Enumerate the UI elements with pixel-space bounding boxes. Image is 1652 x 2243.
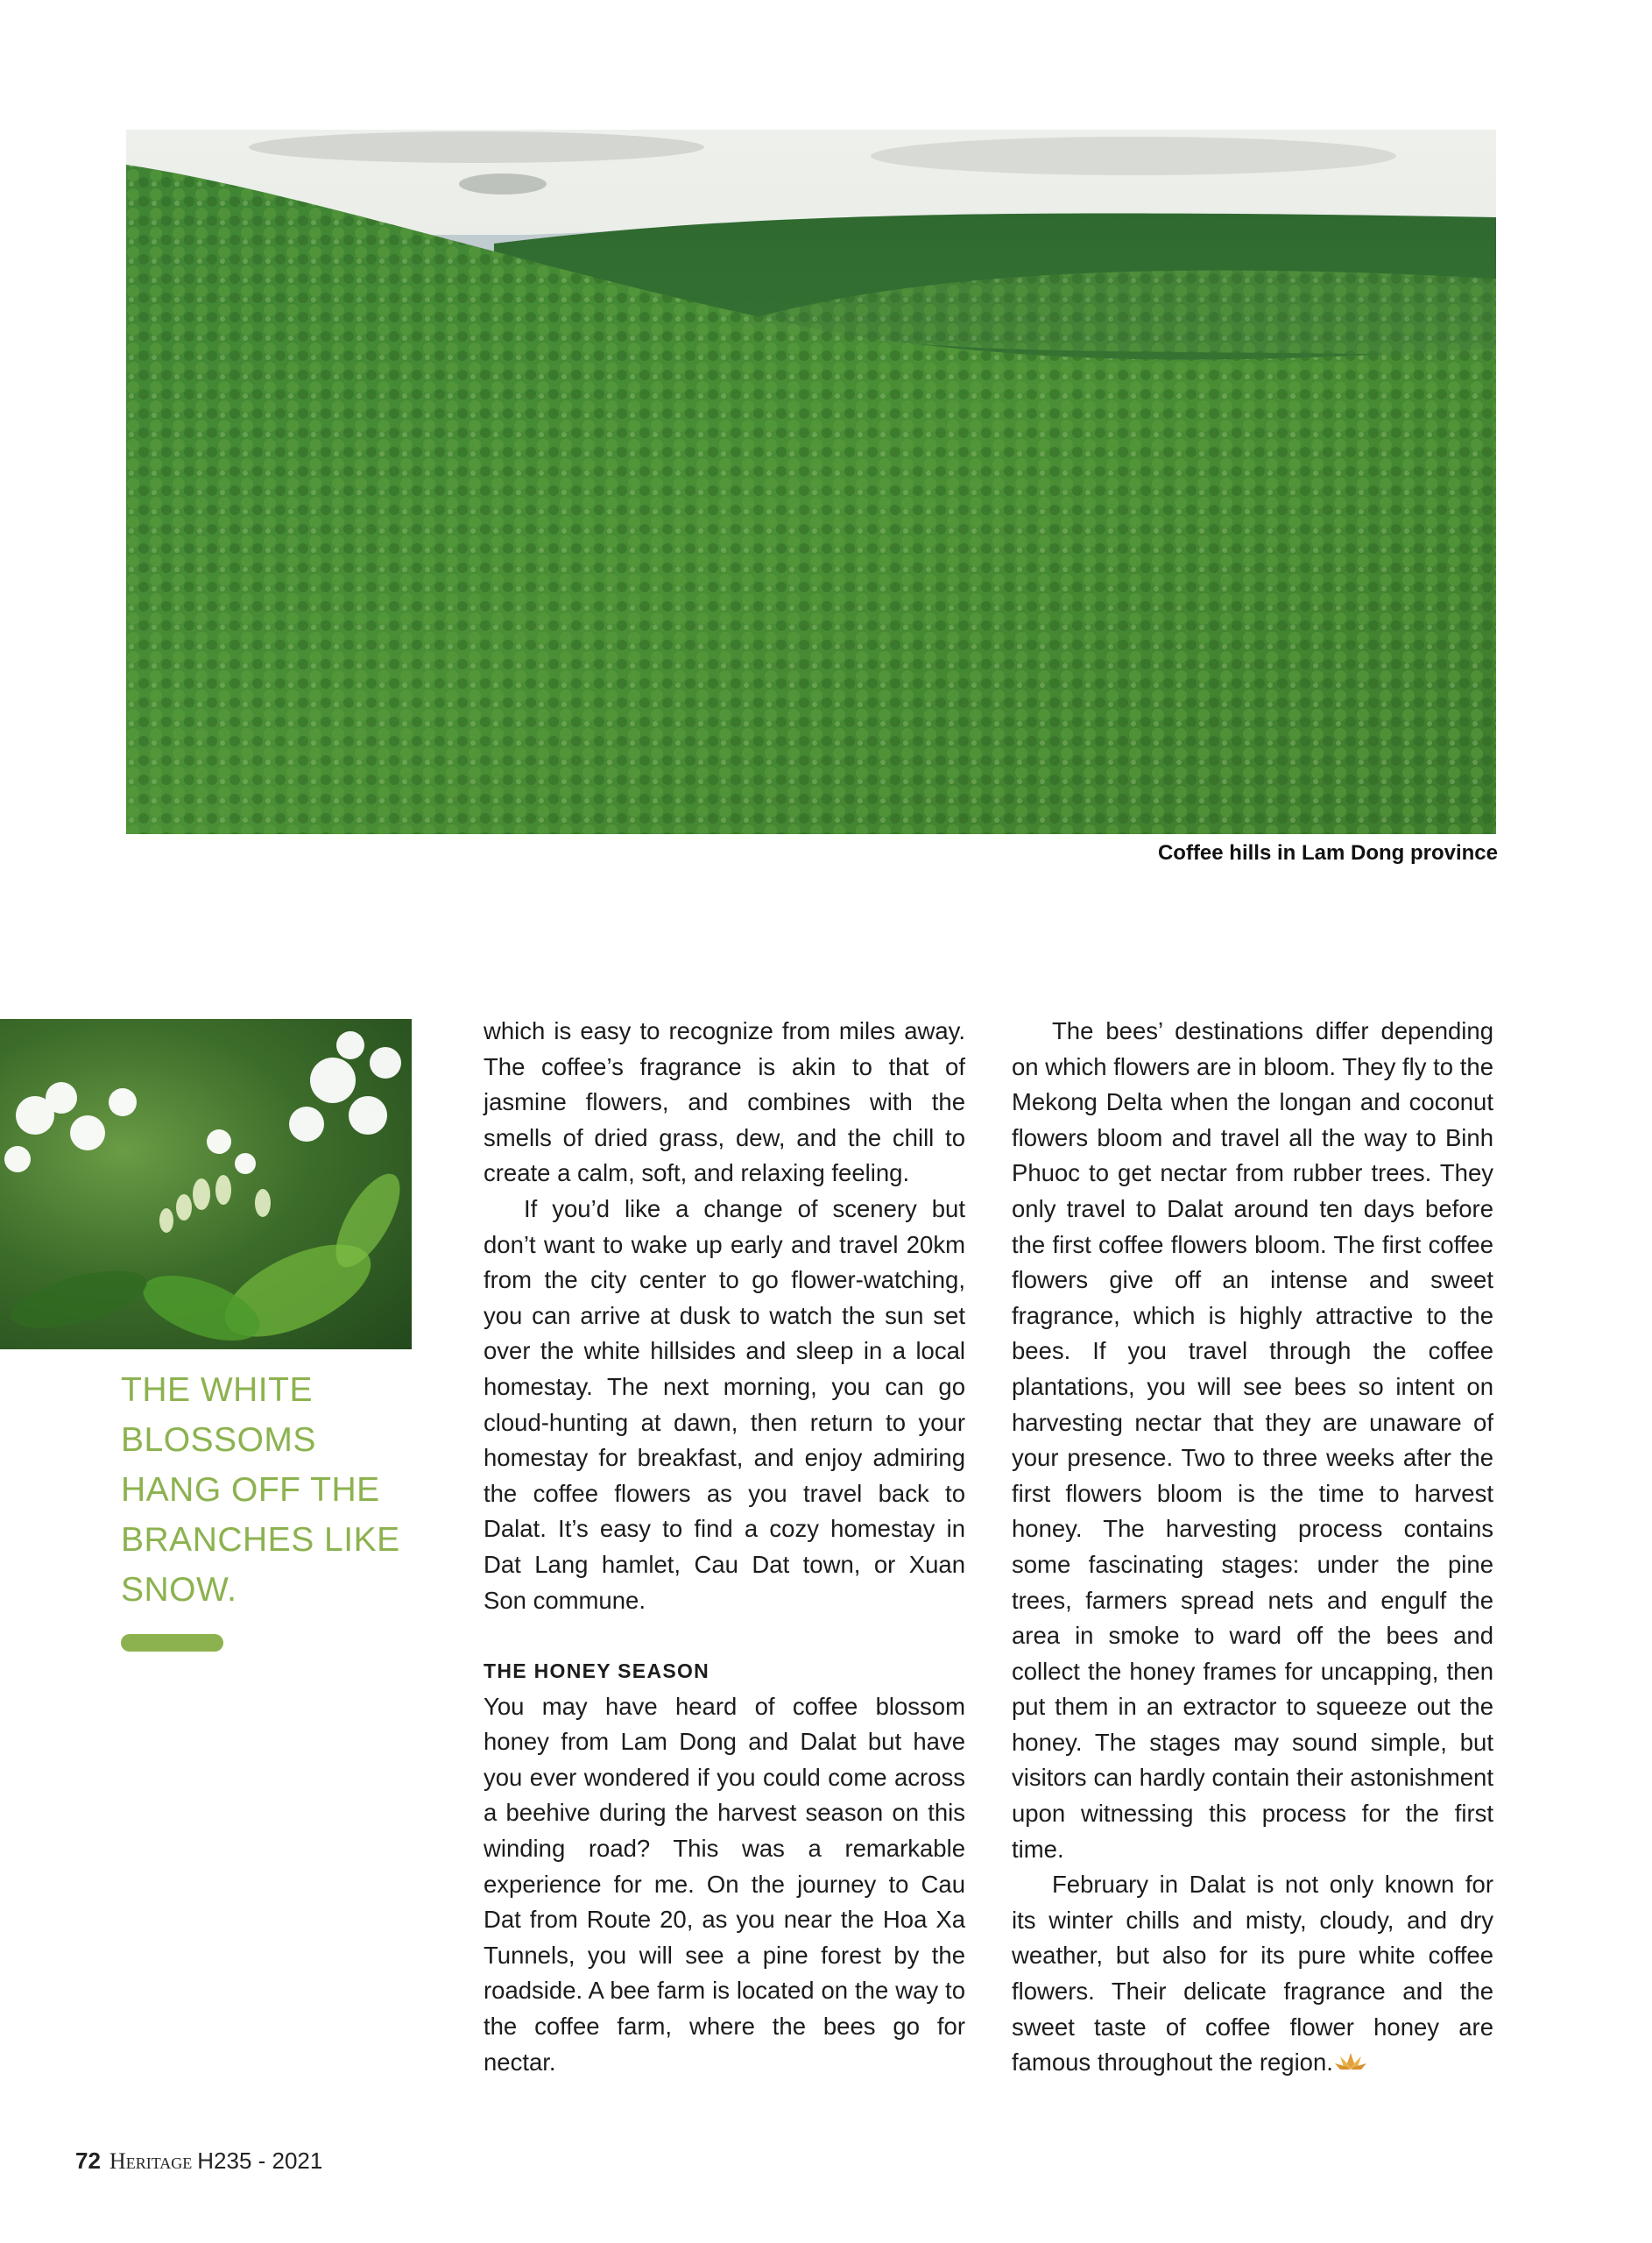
page-number: 72 [75, 2147, 101, 2174]
blossom-photo [0, 1019, 412, 1349]
magazine-name: Heritage [109, 2148, 193, 2174]
pull-quote: THE WHITE BLOSSOMS HANG OFF THE BRANCHES LIKE SNOW. [121, 1371, 400, 1609]
article-column-2 [1012, 1014, 1493, 2081]
lotus-end-mark-icon [1335, 2051, 1366, 2072]
page-footer [75, 2147, 322, 2175]
article-column-1 [484, 1014, 965, 2080]
pull-quote-rule [121, 1634, 223, 1652]
paragraph: The bees’ destinations differ depending on which flowers are in bloom. They fly to the Mekong Delta when the longan and coconut flowers bloom and travel all the way to Binh Phuoc to get nectar from rubber trees. They only travel to Dalat around ten days before the first coffee flowers bloom. The first coffee flowers give off an intense and sweet fragrance, which is highly attractive to the bees. If you travel through the coffee plantations, you will see bees so intent on harvesting nectar that they are unaware of your presence. Two to three weeks after the first flowers bloom is the time to harvest honey. The harvesting process contains some fascinating stages: under the pine trees, farmers spread nets and engulf the area in smoke to ward off the bees and collect the honey frames for uncapping, then put them in an extractor to squeeze out the honey. The stages may sound simple, but visitors can hardly contain their astonishment upon witnessing this process for the first time. [1012, 1017, 1493, 1863]
paragraph: which is easy to recognize from miles away. The coffee’s fragrance is akin to that of jasmine flowers, and combines with the smells of dried grass, dew, and the chill to create a calm, soft, and relaxing feeling. [484, 1017, 965, 1187]
paragraph: You may have heard of coffee blossom honey from Lam Dong and Dalat but have you ever wondered if you could come across a beehive during the harvest season on this winding road? This was a remarkable experience for me. On the journey to Cau Dat from Route 20, as you near the Hoa Xa Tunnels, you will see a pine forest by the roadside. A bee farm is located on the way to the coffee farm, where the bees go for nectar. [484, 1692, 965, 2076]
hero-photo [126, 130, 1496, 834]
paragraph: If you’d like a change of scenery but don’t want to wake up early and travel 20km from the city center to go flower-watching, you can arrive at dusk to watch the sun set over the white hillsides and sleep in a local homestay. The next morning, you can go cloud-hunting at dawn, then return to your homestay for breakfast, and enjoy admiring the coffee flowers as you travel back to Dalat. It’s easy to find a cozy homestay in Dat Lang hamlet, Cau Dat town, or Xuan Son commune. [484, 1194, 965, 1614]
final-paragraph [1012, 1867, 1493, 2081]
photo-caption: Coffee hills in Lam Dong province [1157, 841, 1498, 865]
coffee-hills-image [126, 130, 1496, 834]
paragraph-text: February in Dalat is not only known for its winter chills and misty, cloudy, and dry weather, but also for its pure white coffee flowers. Their delicate fragrance and the sweet taste of coffee flower honey are famous throughout the region. [1012, 1871, 1493, 2077]
issue-label: H235 - 2021 [197, 2147, 323, 2174]
coffee-blossom-image [0, 1019, 412, 1349]
section-subheading: THE HONEY SEASON [484, 1659, 710, 1683]
